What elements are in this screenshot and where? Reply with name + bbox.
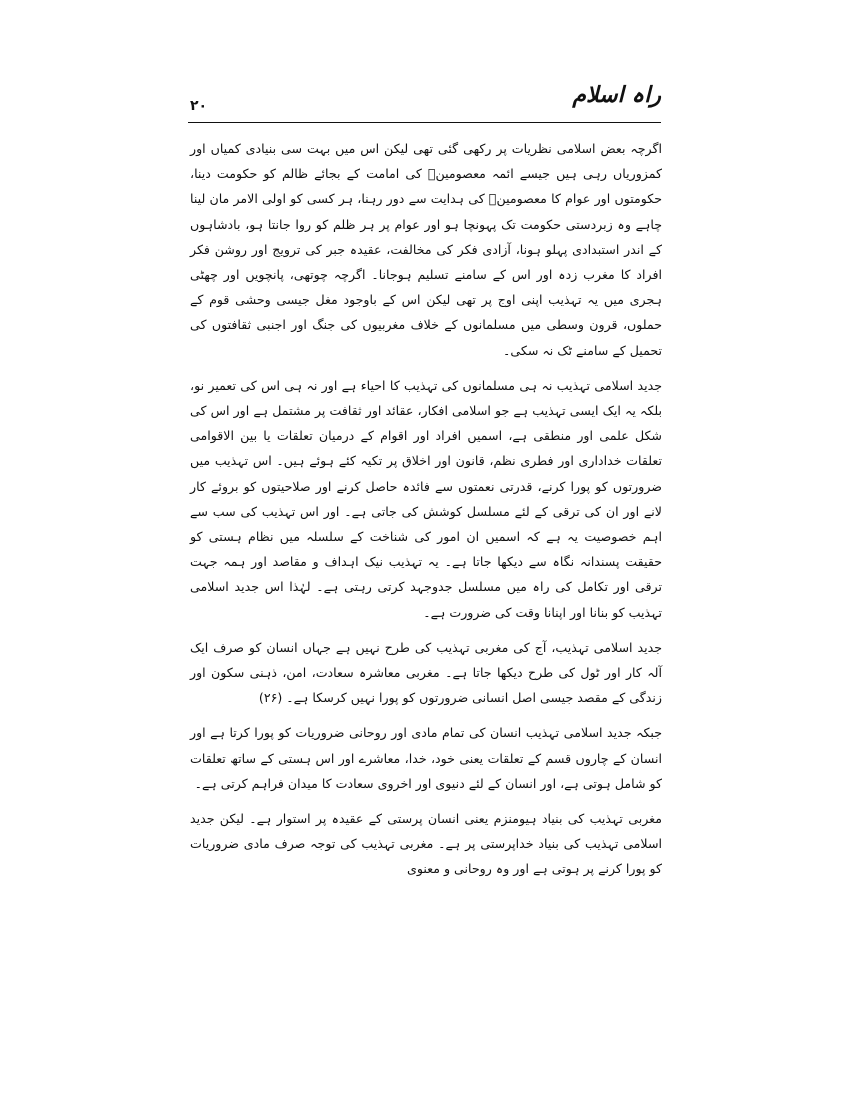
page-header — [188, 82, 661, 122]
paragraph: جبکہ جدید اسلامی تہذیب انسان کی تمام مادی اور روحانی ضروریات کو پورا کرتا ہے اور انسان کے چاروں قسم کے تعلقات یعنی خود، خدا، معاشرے اور اس ہستی کے ساتھ تعلقات کو شامل ہوتی ہے، اور انسان کے لئے دنیوی اور اخروی سعادت کا میدان فراہم کرتی ہے۔ — [190, 725, 662, 791]
book-title: راہ اسلام — [572, 82, 661, 108]
page-body — [190, 136, 662, 882]
header-divider — [188, 122, 661, 123]
paragraph: جدید اسلامی تہذیب، آج کی مغربی تہذیب کی طرح نہیں ہے جہاں انسان کو صرف ایک آلہ کار اور ٹول کی طرح دیکھا جاتا ہے۔ مغربی معاشرہ سعادت، امن، ذہنی سکون اور زندگی کے مقصد جیسی اصل انسانی ضرورتوں کو پورا نہیں کرسکا ہے۔ (۲۶) — [190, 639, 662, 706]
paragraph: اگرچہ بعض اسلامی نظریات پر رکھی گئی تھی لیکن اس میں بہت سی بنیادی کمیاں اور کمزوریاں رہی ہیں جیسے ائمہ معصومینؑ کی امامت کے بجائے ظالم کو حکومت دینا، حکومتوں اور عوام کا معصومینؑ کی ہدایت سے دور رہنا، ہر کسی کو اولی الامر مان لینا چاہے وہ زبردستی حکومت تک پہونچا ہو اور عوام پر ہر ظلم کو روا جانتا ہو، بادشاہوں کے اندر استبدادی پہلو ہونا، آزادی فکر کی مخالفت، عقیدہ جبر کی ترویج اور روشن فکر افراد کا مغرب زدہ اور اس کے سامنے تسلیم ہوجانا۔ اگرچہ چوتھی، پانچویں اور چھٹی ہجری میں یہ تہذیب اپنی اوج پر تھی لیکن اس کے باوجود مغل جیسی وحشی قوم کے حملوں، قرون وسطی میں مسلمانوں کے خلاف مغربیوں کی جنگ اور اجنبی ثقافتوں کی تحمیل کے سامنے ٹک نہ سکی۔ — [190, 141, 662, 358]
page-number: ۲۰ — [190, 98, 208, 114]
paragraph: مغربی تہذیب کی بنیاد ہیومنزم یعنی انسان پرستی کے عقیدہ پر استوار ہے۔ لیکن جدید اسلامی تہذیب کی بنیاد خداپرستی پر ہے۔ مغربی تہذیب کی توجہ صرف مادی ضروریات کو پورا کرنے پر ہوتی ہے اور وہ روحانی و معنوی — [190, 811, 662, 877]
paragraph: جدید اسلامی تہذیب نہ ہی مسلمانوں کی تہذیب کا احیاء ہے اور نہ ہی اس کی تعمیر نو، بلکہ یہ ایک ایسی تہذیب ہے جو اسلامی افکار، عقائد اور ثقافت پر مشتمل ہے اور اس کی شکل علمی اور منطقی ہے، اسمیں افراد اور اقوام کے درمیان تعلقات یا بین الاقوامی تعلقات خداداری اور فطری نظم، قانون اور اخلاق پر تکیہ کئے ہوئے ہیں۔ اس تہذیب میں ضرورتوں کو پورا کرنے، قدرتی نعمتوں سے فائدہ حاصل کرنے اور صلاحیتوں کو بروئے کار لانے اور ان کی ترقی کے لئے مسلسل کوشش کی جاتی ہے۔ اور اس تہذیب کی سب سے اہم خصوصیت یہ ہے کہ اسمیں ان امور کی شناخت کے سلسلہ میں نظام ہستی کو حقیقت پسندانہ نگاہ سے دیکھا جاتا ہے۔ یہ تہذیب نیک اہداف و مقاصد اور ہمہ جہت ترقی اور تکامل کی راہ میں مسلسل جدوجہد کرتی رہتی ہے۔ لہٰذا اس جدید اسلامی تہذیب کو بنانا اور اپنانا وقت کی ضرورت ہے۔ — [190, 377, 662, 620]
